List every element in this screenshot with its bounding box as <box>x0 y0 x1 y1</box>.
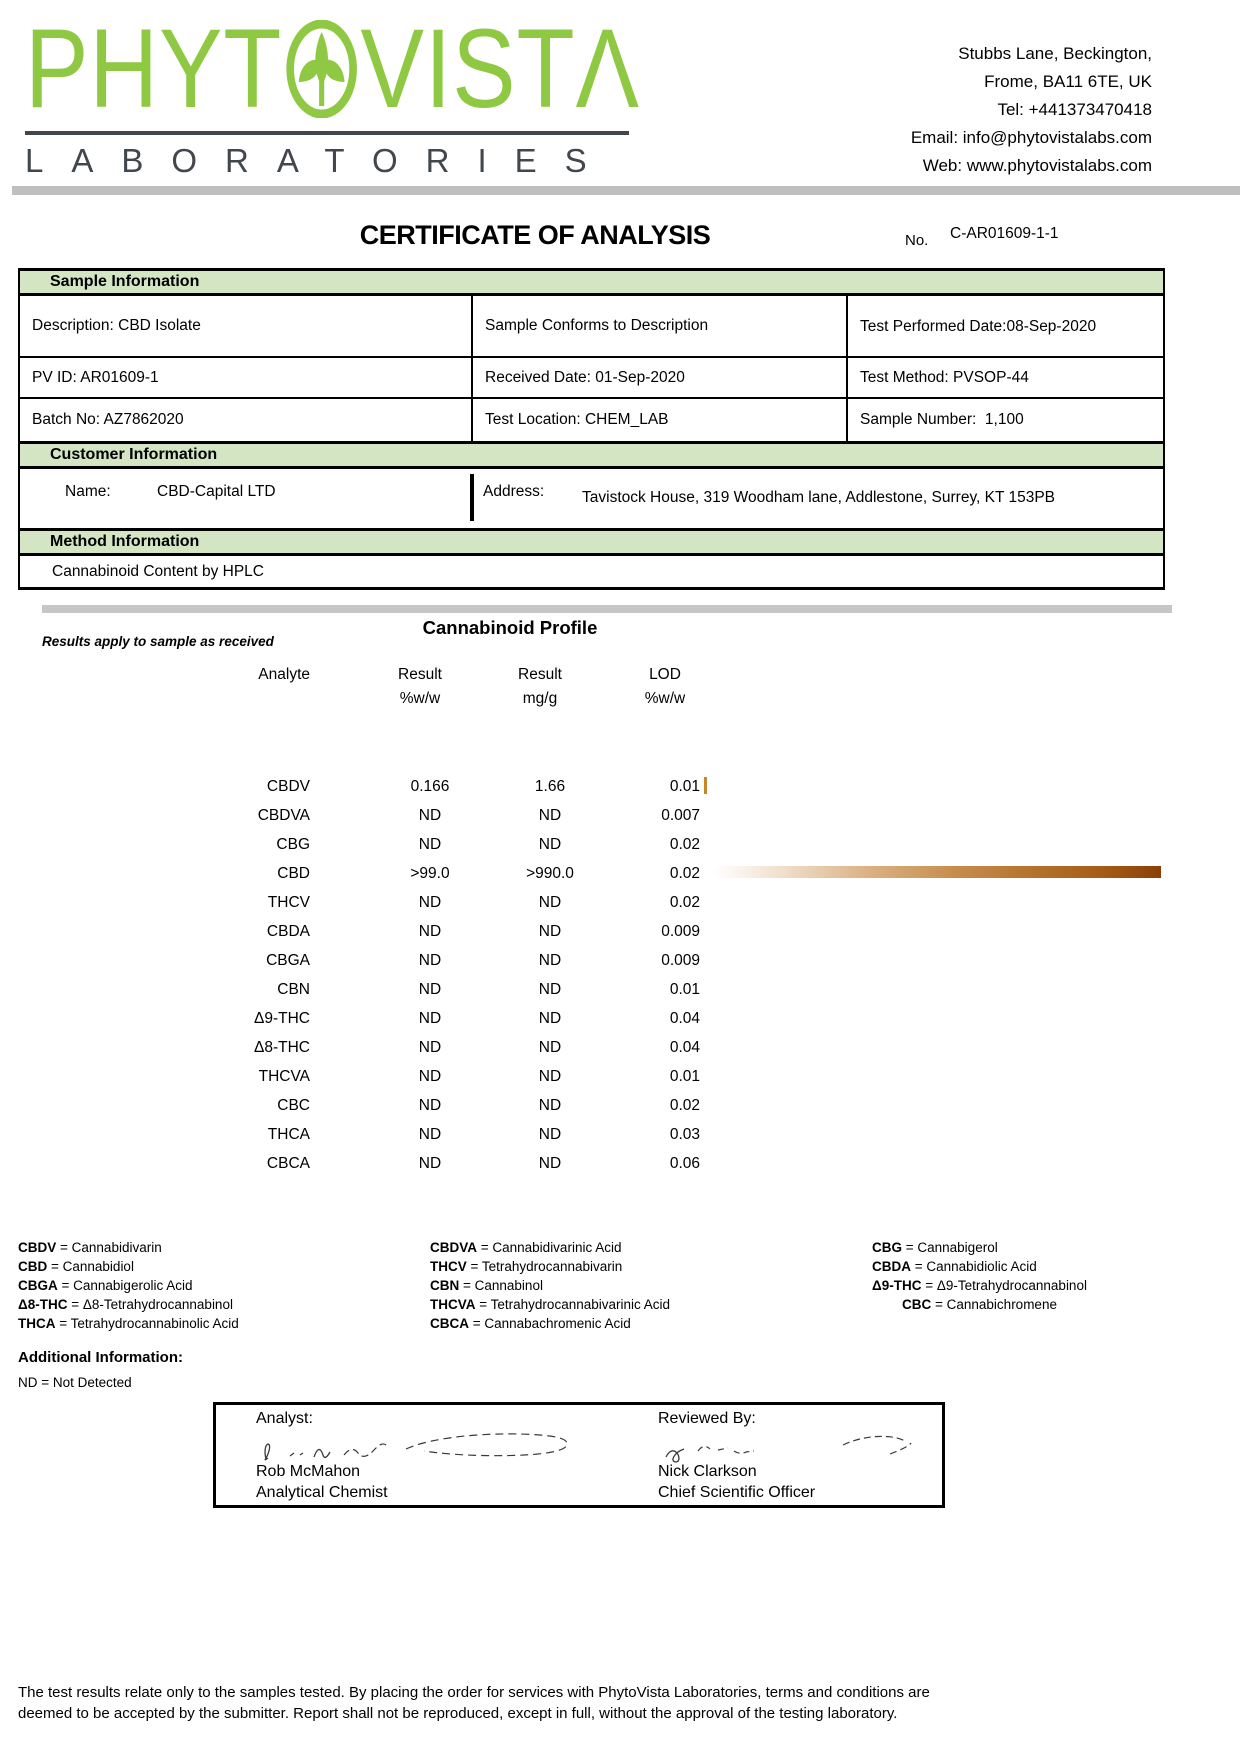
reviewer-signature-block <box>658 1405 938 1505</box>
customer-address-label: Address: <box>483 483 545 500</box>
analyte-name: CBN <box>277 981 310 998</box>
logo-wordmark <box>25 6 640 131</box>
result-pct-value: ND <box>418 1010 442 1027</box>
footer-disclaimer <box>18 1682 1228 1724</box>
result-pct-value: ND <box>418 1155 442 1172</box>
header-result-mgg: Result <box>518 666 562 683</box>
legend-fullname: Tetrahydrocannabivarin <box>481 1259 623 1274</box>
section-divider-bar <box>42 605 1172 613</box>
analyte-name: CBGA <box>266 952 310 969</box>
legend-column-3 <box>872 1238 1087 1314</box>
legend-fullname: Δ8-Tetrahydrocannabinol <box>82 1297 233 1312</box>
phytovista-logo <box>25 6 748 180</box>
customer-name-label: Name: <box>65 483 111 500</box>
page-title: CERTIFICATE OF ANALYSIS <box>359 220 711 250</box>
lod-value: 0.04 <box>669 1010 700 1027</box>
profile-rows <box>18 772 778 1178</box>
analyte-name: Δ8-THC <box>254 1039 310 1056</box>
test-performed-value: Test Performed Date:08-Sep-2020 <box>860 317 1097 335</box>
legend-abbr: Δ8-THC <box>18 1297 68 1312</box>
sample-number-value: Sample Number: 1,100 <box>860 411 1024 428</box>
contact-line: Frome, BA11 6TE, UK <box>984 72 1152 91</box>
footer-line-2: deemed to be accepted by the submitter. Report shall not be reproduced, except in full, without the approval of the testing laboratory. <box>18 1705 898 1722</box>
lod-value: 0.06 <box>669 1155 700 1172</box>
legend-separator: = <box>469 1316 485 1331</box>
legend-abbr: THCV <box>430 1259 467 1274</box>
result-mgg-value: ND <box>538 1039 562 1056</box>
result-pct-value: ND <box>418 894 442 911</box>
section-header-customer-information: Customer Information <box>20 441 1163 469</box>
lod-value: 0.04 <box>669 1039 700 1056</box>
legend-abbr: CBCA <box>430 1316 469 1331</box>
analyte-name: CBDV <box>266 778 310 795</box>
lod-value: 0.007 <box>661 807 700 824</box>
profile-row <box>18 830 778 859</box>
result-pct-value: ND <box>418 952 442 969</box>
cell-test-method <box>846 358 1159 397</box>
nd-not-detected-note: ND = Not Detected <box>18 1375 132 1390</box>
lod-value: 0.009 <box>661 952 700 969</box>
result-mgg-value: ND <box>538 923 562 940</box>
lab-contact-block <box>911 40 1152 180</box>
profile-row <box>18 1091 778 1120</box>
result-mgg-value: >990.0 <box>526 865 574 882</box>
lod-value: 0.01 <box>669 1068 700 1085</box>
legend-item <box>430 1238 670 1257</box>
legend-abbr: CBDV <box>18 1240 57 1255</box>
section-header-sample-information: Sample Information <box>20 268 1163 296</box>
reviewer-name: Nick Clarkson <box>658 1463 757 1480</box>
result-pct-value: ND <box>418 981 442 998</box>
legend-abbr: CBC <box>902 1297 932 1312</box>
header-result-pct: Result <box>398 666 442 683</box>
method-row <box>20 556 1163 590</box>
profile-row <box>18 1062 778 1091</box>
legend-item <box>18 1314 239 1333</box>
legend-abbr: CBDVA <box>430 1240 477 1255</box>
cell-test-location <box>471 399 846 441</box>
legend-separator: = <box>902 1240 918 1255</box>
analyte-name: Δ9-THC <box>254 1010 310 1027</box>
logo-text-a: Λ <box>575 6 640 131</box>
legend-fullname: Cannabachromenic Acid <box>484 1316 631 1331</box>
legend-separator: = <box>931 1297 947 1312</box>
certificate-number: C-AR01609-1-1 <box>950 225 1059 242</box>
results-note: Results apply to sample as received <box>42 634 274 649</box>
profile-row <box>18 1004 778 1033</box>
result-mgg-value: ND <box>538 1068 562 1085</box>
legend-separator: = <box>911 1259 927 1274</box>
analyte-name: CBD <box>277 865 310 882</box>
result-pct-value: ND <box>418 807 442 824</box>
table-row <box>20 399 1163 441</box>
result-mgg-value: ND <box>538 1155 562 1172</box>
result-mgg-value: ND <box>538 894 562 911</box>
legend-fullname: Tetrahydrocannabivarinic Acid <box>490 1297 671 1312</box>
customer-address-value: Tavistock House, 319 Woodham lane, Addlestone, Surrey, KT 153PB <box>582 489 1056 506</box>
legend-separator: = <box>475 1297 491 1312</box>
result-pct-value: >99.0 <box>410 865 450 882</box>
result-mgg-value: ND <box>538 807 562 824</box>
legend-separator: = <box>459 1278 475 1293</box>
legend-fullname: Δ9-Tetrahydrocannabinol <box>936 1278 1087 1293</box>
cannabinoid-profile-table <box>18 666 778 1178</box>
legend-fullname: Cannabidivarin <box>71 1240 162 1255</box>
leaf-icon <box>285 20 358 118</box>
legend-item <box>430 1295 670 1314</box>
customer-name-value: CBD-Capital LTD <box>157 483 276 500</box>
legend-item <box>18 1238 239 1257</box>
legend-separator: = <box>466 1259 482 1274</box>
contact-line: Web: www.phytovistalabs.com <box>922 156 1152 175</box>
description-value: Description: CBD Isolate <box>32 317 201 334</box>
lod-value: 0.03 <box>669 1126 700 1143</box>
profile-row <box>18 859 778 888</box>
received-date-value: Received Date: 01-Sep-2020 <box>485 368 685 386</box>
profile-row <box>18 1149 778 1178</box>
contact-line: Tel: +441373470418 <box>997 100 1152 119</box>
legend-separator: = <box>477 1240 493 1255</box>
profile-row <box>18 1120 778 1149</box>
contact-line: Email: info@phytovistalabs.com <box>910 128 1152 147</box>
legend-abbr: THCVA <box>430 1297 476 1312</box>
signature-box <box>213 1402 945 1508</box>
analyst-name: Rob McMahon <box>256 1463 361 1480</box>
cbd-result-gradient-bar <box>714 866 1161 878</box>
result-pct-value: ND <box>418 1126 442 1143</box>
reviewer-role: Chief Scientific Officer <box>658 1484 816 1501</box>
contact-line: Stubbs Lane, Beckington, <box>958 44 1152 63</box>
result-mgg-value: ND <box>538 952 562 969</box>
test-method-value: Test Method: PVSOP-44 <box>860 368 1029 386</box>
legend-item <box>430 1314 670 1333</box>
footer-line-1: The test results relate only to the samples tested. By placing the order for services with PhytoVista Laboratories, terms and conditions are <box>18 1684 930 1701</box>
legend-fullname: Cannabidiol <box>62 1259 134 1274</box>
profile-row <box>18 975 778 1004</box>
customer-column-divider <box>470 474 474 521</box>
legend-abbr: CBD <box>18 1259 48 1274</box>
analyte-name: THCVA <box>258 1068 310 1085</box>
legend-item <box>430 1257 670 1276</box>
cell-description <box>20 296 471 356</box>
profile-row <box>18 888 778 917</box>
legend-abbr: CBDA <box>872 1259 911 1274</box>
legend-abbr: CBN <box>430 1278 460 1293</box>
header-lod: LOD <box>649 666 681 683</box>
legend-item <box>872 1295 1087 1314</box>
legend-item <box>872 1238 1087 1257</box>
legend-separator: = <box>55 1316 71 1331</box>
legend-separator: = <box>67 1297 83 1312</box>
legend-item <box>872 1276 1087 1295</box>
certificate-no-label: No. <box>905 232 929 249</box>
legend-abbr: THCA <box>18 1316 56 1331</box>
lod-value: 0.009 <box>661 923 700 940</box>
legend-fullname: Cannabidivarinic Acid <box>492 1240 622 1255</box>
legend-fullname: Cannabigerolic Acid <box>73 1278 193 1293</box>
legend-fullname: Cannabinol <box>474 1278 543 1293</box>
profile-header-units-row <box>18 690 778 714</box>
result-pct-value: ND <box>418 1039 442 1056</box>
cell-batch-no <box>20 399 471 441</box>
result-mgg-value: ND <box>538 836 562 853</box>
analyte-name: CBCA <box>266 1155 310 1172</box>
profile-row <box>18 946 778 975</box>
reviewer-signature <box>658 1429 928 1467</box>
lod-value: 0.02 <box>669 894 700 911</box>
legend-item <box>18 1257 239 1276</box>
legend-separator: = <box>47 1259 63 1274</box>
cell-received-date <box>471 358 846 397</box>
result-mgg-value: ND <box>538 981 562 998</box>
lod-value: 0.02 <box>669 836 700 853</box>
analyte-name: CBDVA <box>257 807 310 824</box>
legend-separator: = <box>921 1278 937 1293</box>
cell-sample-number <box>846 399 1159 441</box>
legend-fullname: Cannabichromene <box>946 1297 1057 1312</box>
section-header-method-information: Method Information <box>20 528 1163 556</box>
analyst-signature <box>256 1429 586 1467</box>
legend-column-2 <box>430 1238 670 1333</box>
result-pct-value: ND <box>418 923 442 940</box>
result-pct-value: ND <box>418 836 442 853</box>
lod-value: 0.02 <box>669 865 700 882</box>
legend-abbr: CBG <box>872 1240 902 1255</box>
analyst-label: Analyst: <box>256 1410 313 1427</box>
profile-row <box>18 772 778 801</box>
legend-item <box>430 1276 670 1295</box>
header-divider-bar <box>12 186 1240 195</box>
analyst-signature-block <box>256 1405 646 1505</box>
legend-column-1 <box>18 1238 239 1333</box>
legend-abbr: CBGA <box>18 1278 58 1293</box>
logo-laboratories-text: LABORATORIES <box>25 142 615 179</box>
legend-fullname: Cannabidiolic Acid <box>926 1259 1037 1274</box>
conforms-value: Sample Conforms to Description <box>485 317 709 334</box>
analyte-name: CBC <box>277 1097 310 1114</box>
result-pct-value: ND <box>418 1097 442 1114</box>
method-value: Cannabinoid Content by HPLC <box>52 562 264 580</box>
batch-no-value: Batch No: AZ7862020 <box>32 411 184 428</box>
cell-pv-id <box>20 358 471 397</box>
unit-result-mgg: mg/g <box>522 690 558 707</box>
pv-id-value: PV ID: AR01609-1 <box>32 368 159 386</box>
cannabinoid-profile-title: Cannabinoid Profile <box>422 617 598 638</box>
table-row <box>20 358 1163 399</box>
profile-header-row <box>18 666 778 690</box>
profile-row <box>18 1033 778 1062</box>
legend-separator: = <box>56 1240 72 1255</box>
lod-value: 0.01 <box>669 981 700 998</box>
profile-spacer <box>18 714 778 772</box>
cell-sample-conforms <box>471 296 846 356</box>
legend-item <box>18 1295 239 1314</box>
cbdv-result-tick-bar <box>704 777 707 794</box>
unit-lod: %w/w <box>644 690 686 707</box>
test-location-value: Test Location: CHEM_LAB <box>485 411 669 428</box>
customer-row <box>20 469 1163 528</box>
result-pct-value: 0.166 <box>410 778 450 795</box>
legend-fullname: Tetrahydrocannabinolic Acid <box>70 1316 239 1331</box>
profile-row <box>18 917 778 946</box>
analyte-name: THCA <box>267 1126 310 1143</box>
profile-row <box>18 801 778 830</box>
result-mgg-value: ND <box>538 1097 562 1114</box>
lod-value: 0.02 <box>669 1097 700 1114</box>
analyte-name: CBG <box>276 836 310 853</box>
header-analyte: Analyte <box>258 666 310 683</box>
additional-information-title: Additional Information: <box>18 1349 183 1366</box>
legend-separator: = <box>57 1278 74 1293</box>
logo-text-vist: VIST <box>360 6 576 131</box>
result-mgg-value: ND <box>538 1126 562 1143</box>
legend-fullname: Cannabigerol <box>917 1240 998 1255</box>
lod-value: 0.01 <box>669 778 700 795</box>
analyte-name: CBDA <box>266 923 310 940</box>
reviewer-label: Reviewed By: <box>658 1410 756 1427</box>
analyte-name: THCV <box>267 894 310 911</box>
result-mgg-value: 1.66 <box>534 778 566 795</box>
logo-divider-rule <box>25 131 629 135</box>
analyst-role: Analytical Chemist <box>256 1484 388 1501</box>
legend-item <box>872 1257 1087 1276</box>
legend-abbr: Δ9-THC <box>872 1278 922 1293</box>
unit-result-pct: %w/w <box>399 690 441 707</box>
logo-text-phyt: PHYT <box>25 6 283 131</box>
info-table <box>18 268 1165 590</box>
result-mgg-value: ND <box>538 1010 562 1027</box>
result-pct-value: ND <box>418 1068 442 1085</box>
table-row <box>20 296 1163 358</box>
legend-item <box>18 1276 239 1295</box>
cell-test-performed-date <box>846 296 1159 356</box>
